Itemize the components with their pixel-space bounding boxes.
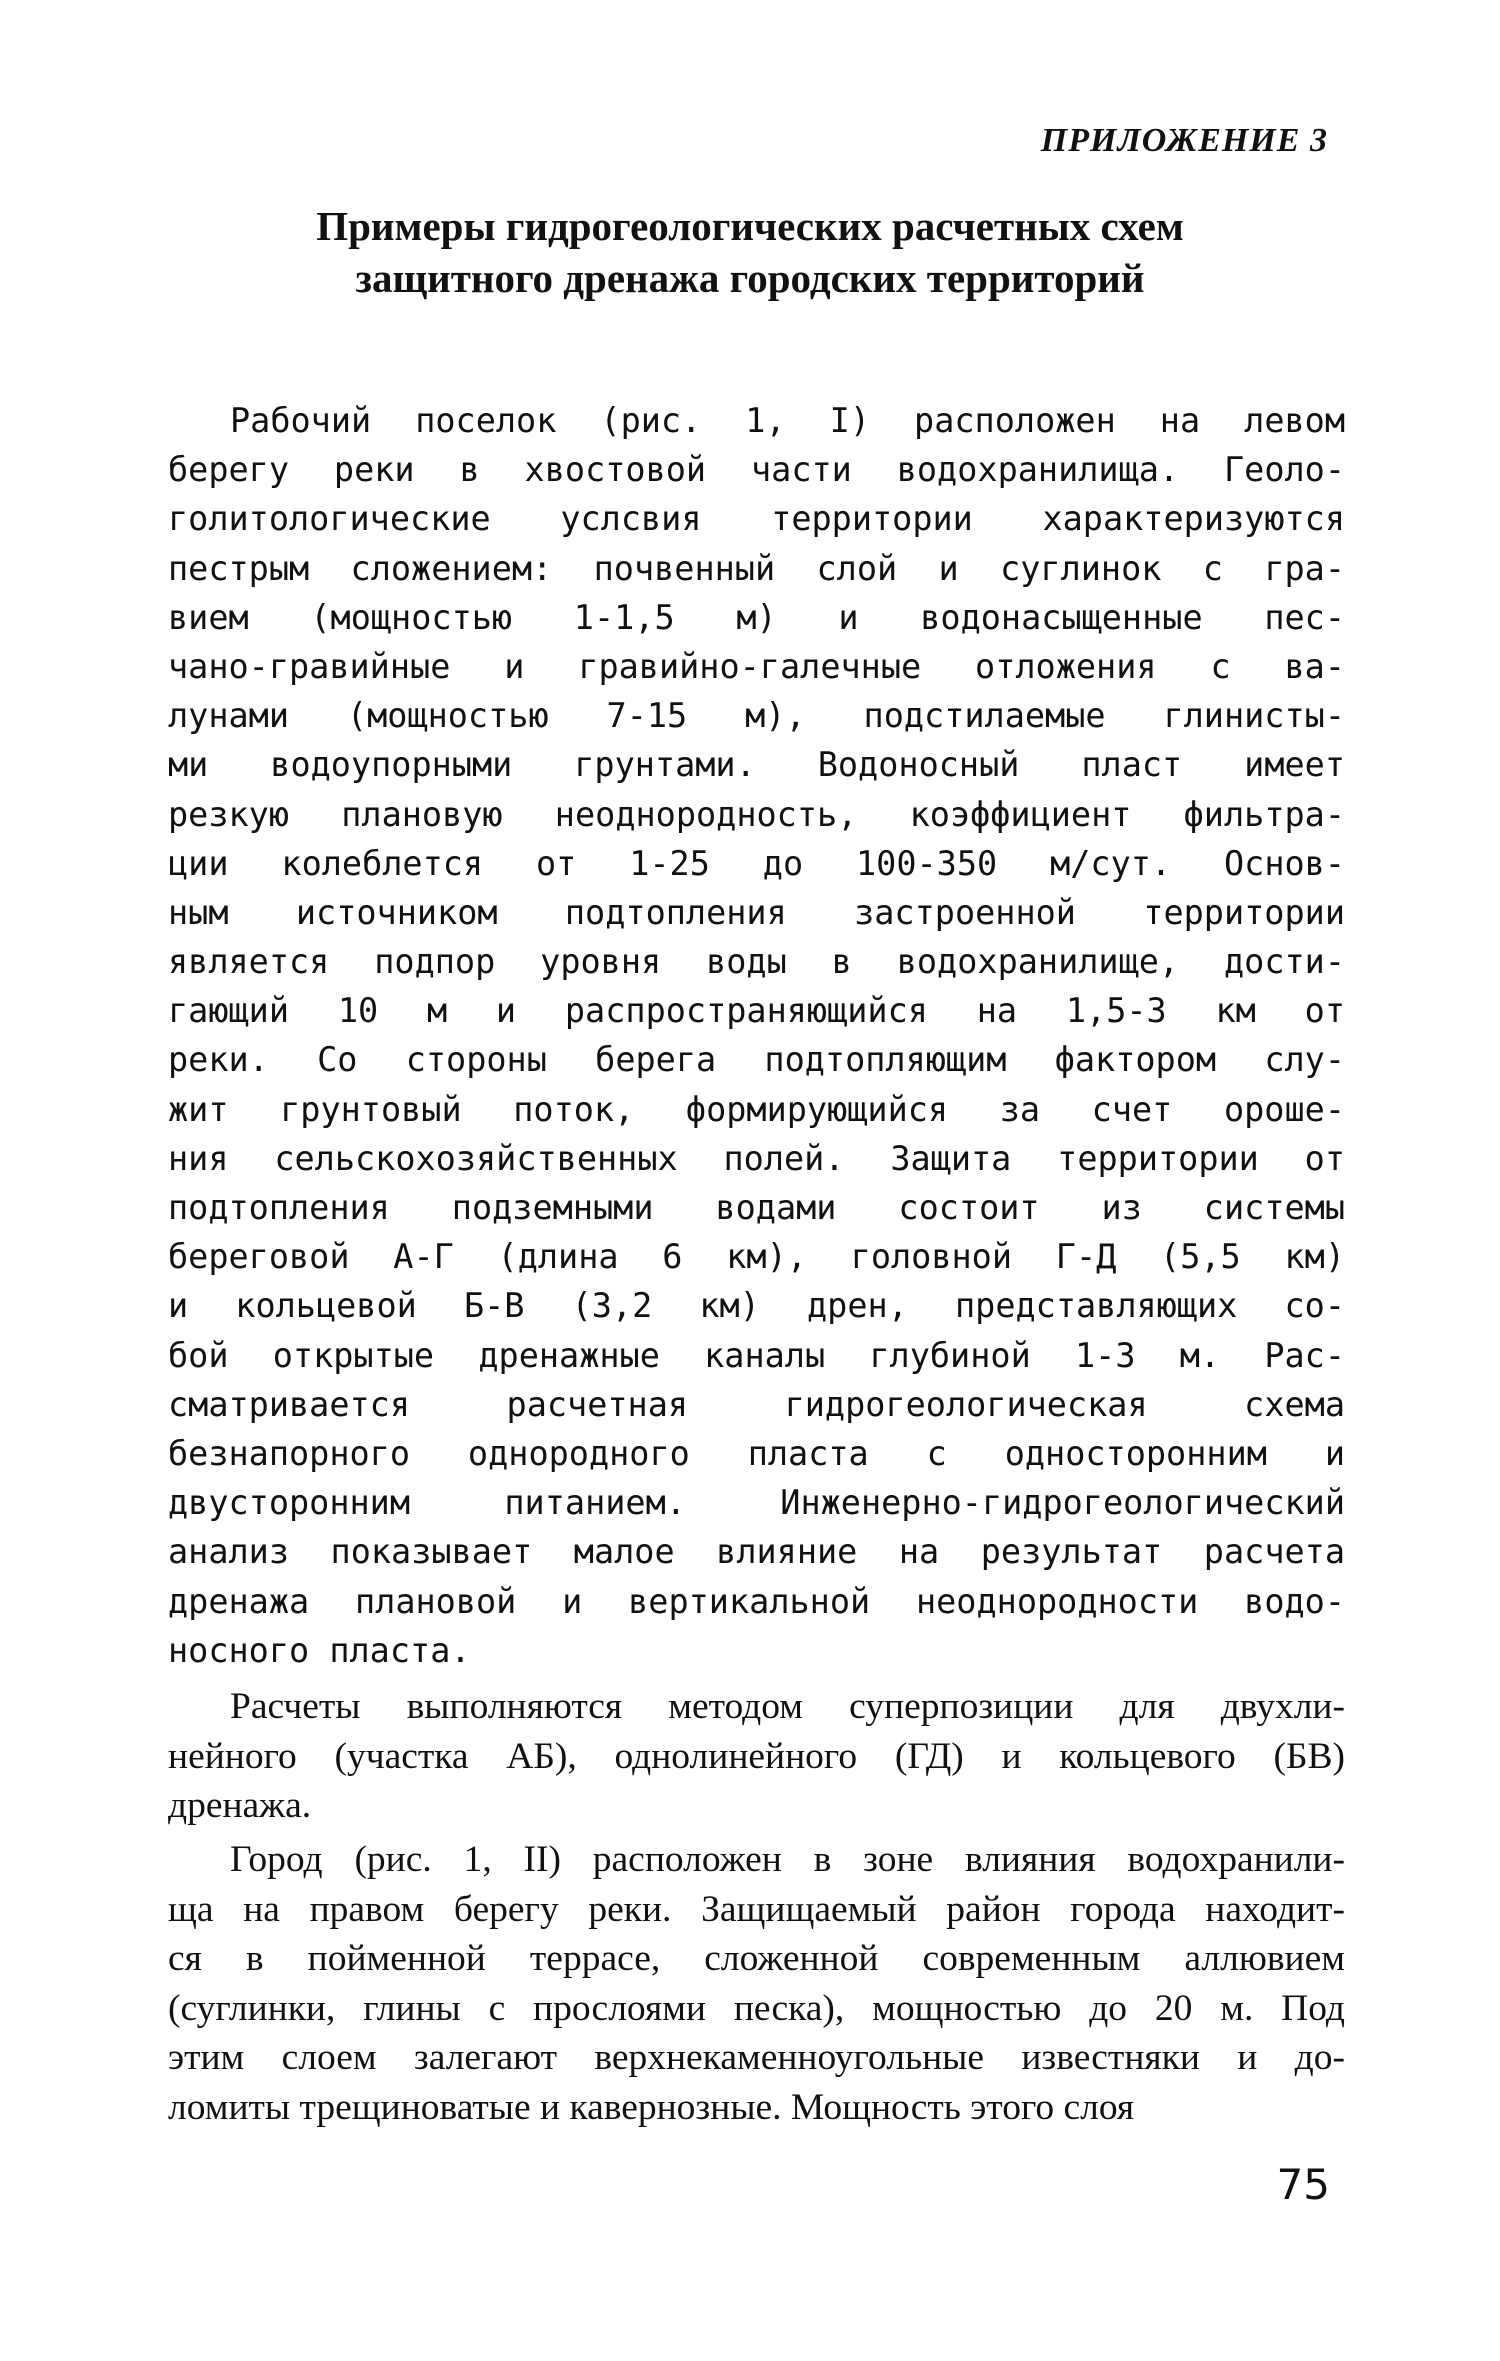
- text-line: и кольцевой Б-В (3,2 км) дрен, представляющих со-: [168, 1286, 1345, 1326]
- page-title: [160, 200, 1340, 304]
- text-line: берегу реки в хвостовой части водохранилища. Геоло-: [168, 450, 1345, 490]
- text-line: является подпор уровня воды в водохранилище, дости-: [168, 942, 1345, 982]
- text-line: Рабочий поселок (рис. 1, I) расположен на левом: [230, 401, 1345, 440]
- paragraph-1: [168, 396, 1345, 1675]
- text-line: сматривается расчетная гидрогеологическая схема: [168, 1384, 1345, 1424]
- text-line: пестрым сложением: почвенный слой и суглинок с гра-: [168, 548, 1345, 588]
- page-number: 75: [1276, 2160, 1330, 2209]
- text-line: дренажа плановой и вертикальной неоднородности водо-: [168, 1581, 1345, 1621]
- text-line: безнапорного однородного пласта с односторонним и: [168, 1433, 1345, 1473]
- text-line: подтопления подземными водами состоит из системы: [168, 1188, 1345, 1227]
- text-line: жит грунтовый поток, формирующийся за счет ороше-: [168, 1089, 1345, 1129]
- text-line: ным источником подтопления застроенной территории: [168, 892, 1345, 932]
- text-line: носного пласта.: [168, 1630, 471, 1670]
- text-line: этим слоем залегают верхнекаменноугольные известняки и до-: [168, 2037, 1345, 2079]
- text-line: береговой А-Г (длина 6 км), головной Г-Д (5,5 км): [168, 1237, 1345, 1277]
- text-line: ния сельскохозяйственных полей. Защита территории от: [168, 1138, 1345, 1178]
- text-line: нейного (участка АБ), однолинейного (ГД) и кольцевого (БВ): [168, 1735, 1345, 1777]
- text-line: вием (мощностью 1-1,5 м) и водонасыщенные пес-: [168, 597, 1345, 637]
- text-line: резкую плановую неоднородность, коэффициент фильтра-: [168, 794, 1345, 834]
- text-line: реки. Со стороны берега подтопляющим фактором слу-: [168, 1040, 1345, 1080]
- text-line: бой открытые дренажные каналы глубиной 1-3 м. Рас-: [168, 1335, 1345, 1375]
- text-line: гающий 10 м и распространяющийся на 1,5-3 км от: [168, 991, 1345, 1031]
- title-line: Примеры гидрогеологических расчетных схем: [316, 203, 1184, 249]
- text-line: ми водоупорными грунтами. Водоносный пласт имеет: [168, 745, 1345, 785]
- text-line: двусторонним питанием. Инженерно-гидрогеологический: [168, 1483, 1345, 1523]
- text-line: Город (рис. 1, II) расположен в зоне влияния водохранили-: [230, 1839, 1345, 1880]
- text-line: Расчеты выполняются методом суперпозиции для двухли-: [230, 1686, 1345, 1727]
- title-line: защитного дренажа городских территорий: [355, 255, 1145, 301]
- text-line: (суглинки, глины с прослоями песка), мощностью до 20 м. Под: [168, 1987, 1345, 2029]
- text-line: ща на правом берегу реки. Защищаемый район города находит-: [168, 1888, 1345, 1930]
- text-line: голитологические услсвия территории характеризуются: [168, 499, 1345, 539]
- text-line: чано-гравийные и гравийно-галечные отложения с ва-: [168, 646, 1345, 686]
- text-line: дренажа.: [168, 1785, 312, 1827]
- paragraph-3: [168, 1835, 1345, 2133]
- text-line: ции колеблется от 1-25 до 100-350 м/сут. Основ-: [168, 843, 1345, 883]
- text-line: лунами (мощностью 7-15 м), подстилаемые глинисты-: [168, 696, 1345, 736]
- text-line: ся в пойменной террасе, сложенной современным аллювием: [168, 1938, 1345, 1980]
- text-line: ломиты трещиноватые и кавернозные. Мощность этого слоя: [168, 2086, 1135, 2128]
- appendix-label: ПРИЛОЖЕНИЕ 3: [1040, 122, 1328, 159]
- paragraph-2: [168, 1682, 1345, 1831]
- text-line: анализ показывает малое влияние на результат расчета: [168, 1532, 1345, 1572]
